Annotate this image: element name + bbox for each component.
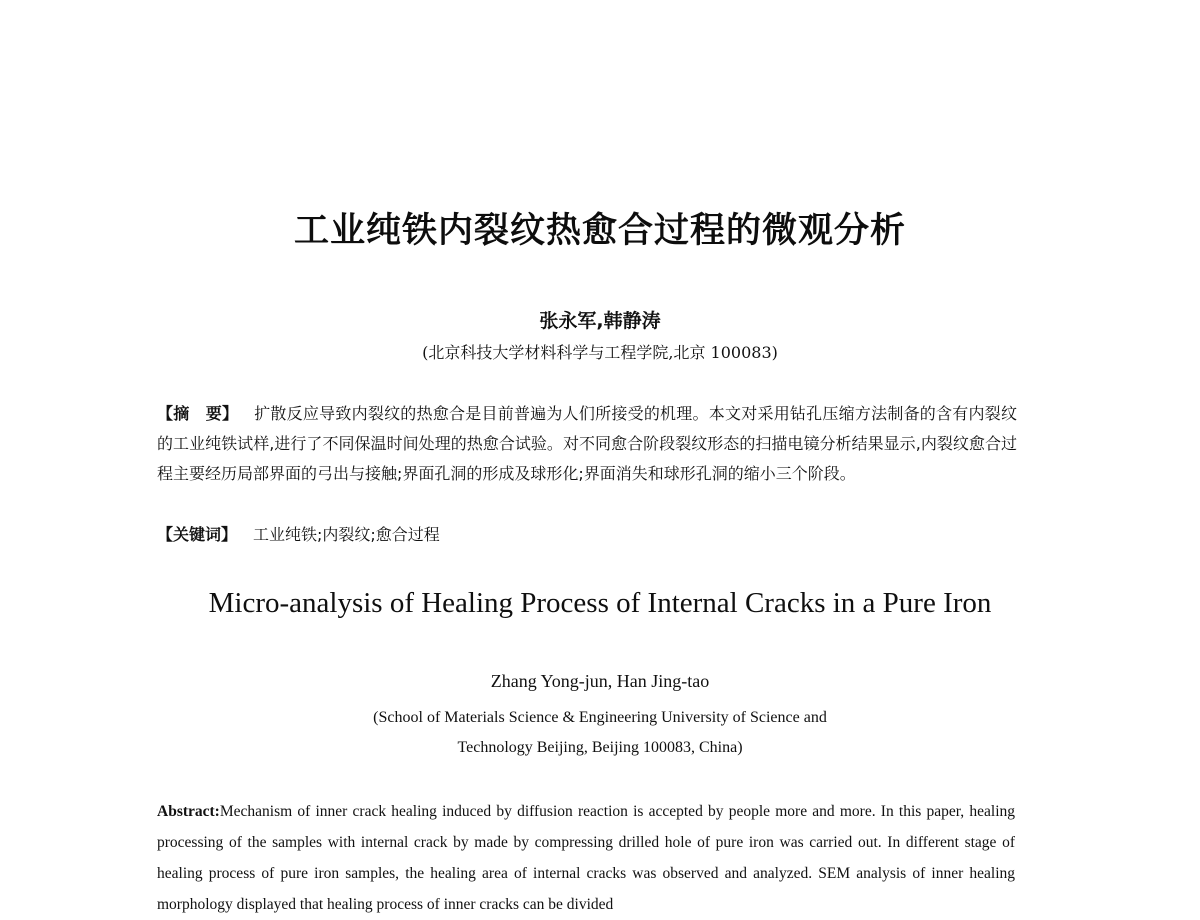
english-affiliation-line-1: (School of Materials Science & Engineering University of Science and	[373, 709, 827, 726]
chinese-title: 工业纯铁内裂纹热愈合过程的微观分析	[293, 211, 906, 251]
chinese-keywords-text: 工业纯铁;内裂纹;愈合过程	[253, 525, 440, 544]
english-affiliation-line-2: Technology Beijing, Beijing 100083, China)	[457, 739, 743, 756]
english-affiliation	[0, 703, 1200, 763]
chinese-keywords	[157, 522, 1017, 545]
english-title: Micro-analysis of Healing Process of Internal Cracks in a Pure Iron	[208, 587, 992, 619]
english-abstract-label: Abstract:	[157, 803, 220, 820]
english-abstract	[157, 796, 1015, 920]
english-authors: Zhang Yong-jun, Han Jing-tao	[490, 671, 710, 691]
chinese-abstract-text: 扩散反应导致内裂纹的热愈合是目前普遍为人们所接受的机理。本文对采用钻孔压缩方法制备的含有内裂纹的工业纯铁试样,进行了不同保温时间处理的热愈合试验。对不同愈合阶段裂纹形态的扫描电镜分析结果显示,内裂纹愈合过程主要经历局部界面的弓出与接触;界面孔洞的形成及球形化;界面消失和球形孔洞的缩小三个阶段。	[157, 404, 1017, 483]
english-abstract-text: Mechanism of inner crack healing induced by diffusion reaction is accepted by people more and more. In this paper, healing processing of the samples with internal crack by made by compressing drilled hole of pure iron was carried out. In different stage of healing process of pure iron samples, the healing area of internal cracks was observed and analyzed. SEM analysis of inner healing morphology displayed that healing process of inner cracks can be divided	[157, 803, 1015, 913]
chinese-abstract-label: 【摘 要】	[157, 404, 239, 423]
chinese-keywords-label: 【关键词】	[157, 525, 238, 544]
chinese-abstract	[157, 399, 1017, 489]
chinese-authors: 张永军,韩静涛	[539, 310, 661, 332]
chinese-affiliation: (北京科技大学材料科学与工程学院,北京 100083)	[422, 343, 778, 362]
